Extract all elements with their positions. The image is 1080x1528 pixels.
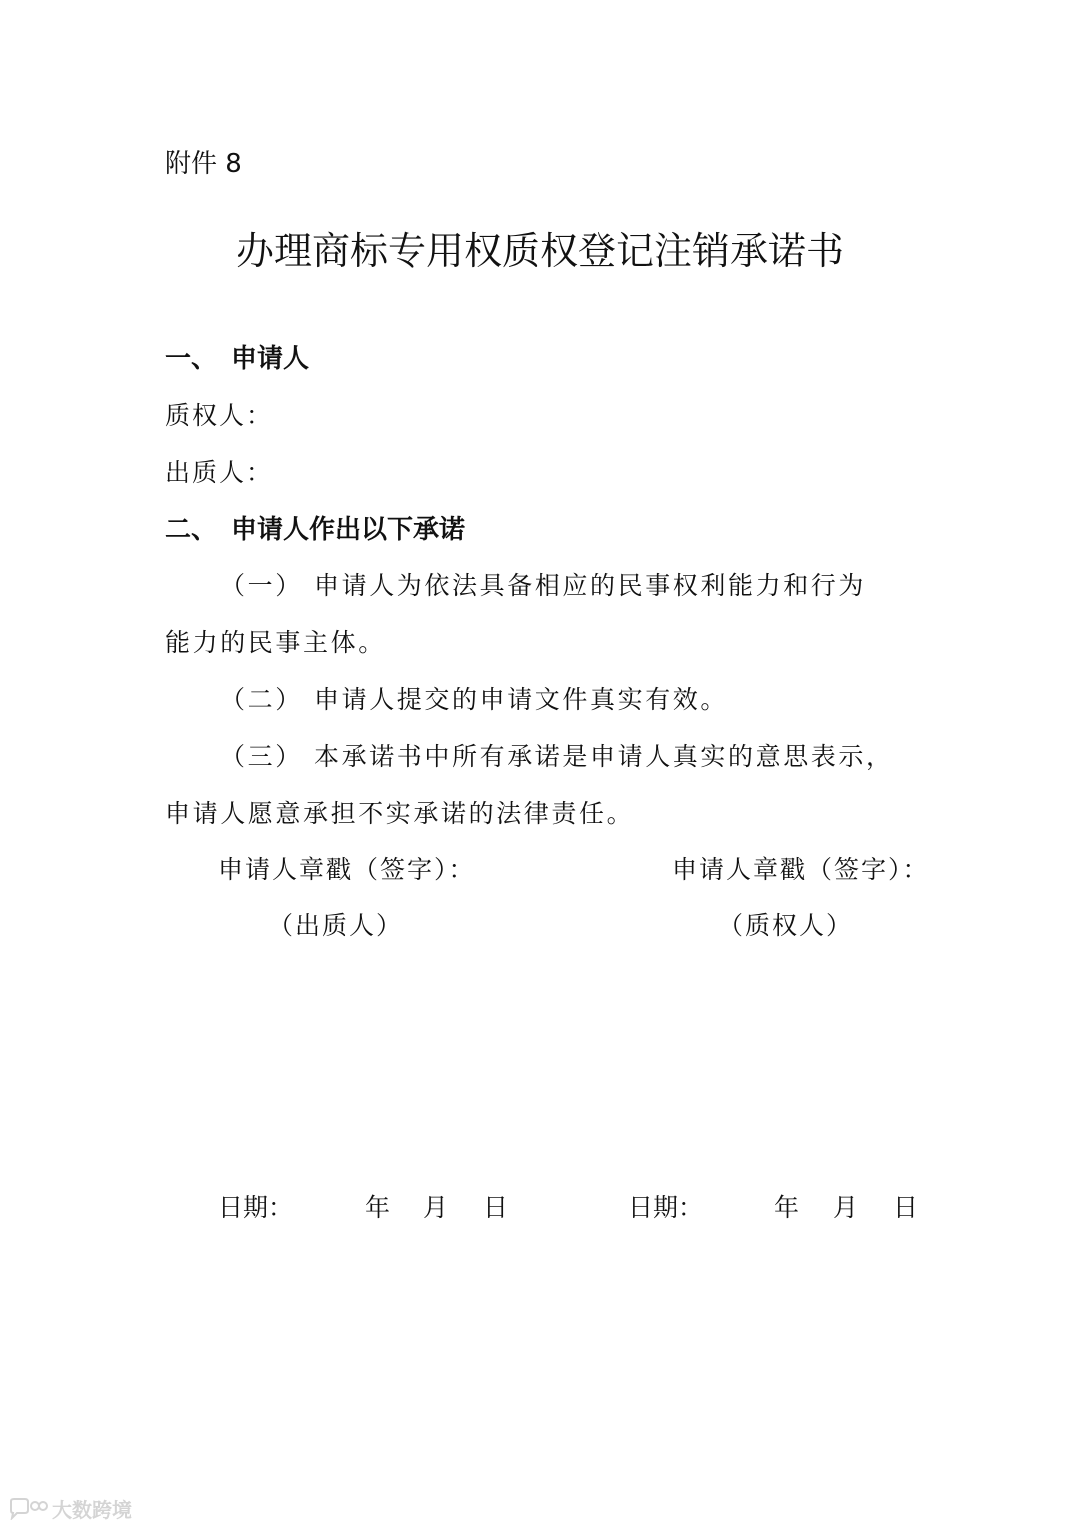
date-month-left: 月 (423, 1193, 449, 1222)
commitment-item-1 (220, 566, 866, 602)
date-day-left: 日 (483, 1193, 509, 1222)
date-month-right: 月 (833, 1193, 859, 1222)
section-2-number: 二、 (165, 515, 218, 545)
commitment-item-2 (220, 680, 728, 716)
speech-bubble-logo-icon (8, 1498, 48, 1520)
signature-role-pledgee: （质权人） (718, 911, 854, 940)
commitment-item-3 (220, 737, 894, 773)
section-2-heading (165, 509, 465, 546)
section-1-heading (165, 338, 309, 375)
commitment-text: 申请人为依法具备相应的民事权利能力和行为 (314, 571, 867, 600)
commitment-text: 申请人提交的申请文件真实有效。 (314, 685, 729, 714)
watermark-text: 大数跨境 (52, 1498, 132, 1522)
commitment-index: （一） (220, 571, 303, 600)
date-year-left: 年 (365, 1193, 391, 1222)
commitment-item-3-continuation: 申请人愿意承担不实承诺的法律责任。 (165, 799, 635, 828)
pledgor-field-label: 出质人： (165, 458, 274, 487)
section-1-number: 一、 (165, 344, 218, 374)
date-label-right: 日期： (628, 1193, 704, 1222)
commitment-text: 本承诺书中所有承诺是申请人真实的意思表示， (314, 742, 894, 771)
pledgee-field-label: 质权人： (165, 401, 274, 430)
signature-label-left: 申请人章戳（签字）： (218, 855, 476, 884)
signature-label-right: 申请人章戳（签字）： (672, 855, 930, 884)
watermark (8, 1494, 132, 1523)
document-title: 办理商标专用权质权登记注销承诺书 (235, 229, 844, 273)
section-1-title: 申请人 (231, 344, 310, 374)
date-day-right: 日 (893, 1193, 919, 1222)
date-row (0, 1188, 1080, 1220)
signature-role-pledgor: （出质人） (268, 911, 404, 940)
date-label-left: 日期： (218, 1193, 294, 1222)
commitment-index: （二） (220, 685, 303, 714)
section-2-title: 申请人作出以下承诺 (231, 515, 466, 545)
attachment-label: 附件 8 (165, 149, 242, 179)
commitment-index: （三） (220, 742, 303, 771)
commitment-item-1-continuation: 能力的民事主体。 (165, 628, 386, 657)
date-year-right: 年 (774, 1193, 800, 1222)
